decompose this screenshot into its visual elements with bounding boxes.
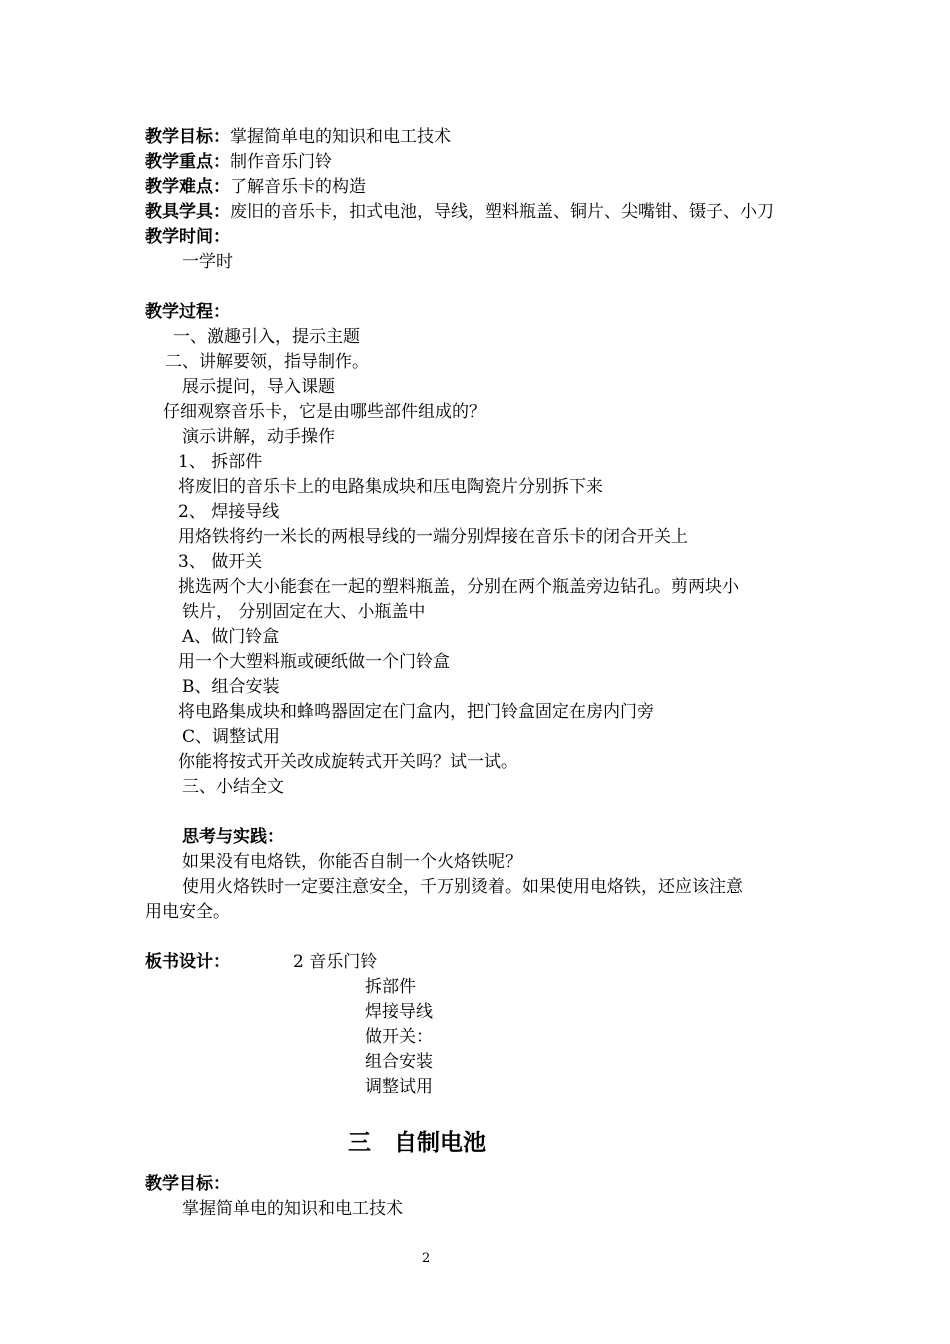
practice-line: 用电安全。 [145,902,230,922]
focus-line [145,150,332,174]
process-line: 2、 焊接导线 [178,502,280,522]
process-step-3: 三、小结全文 [182,777,284,797]
process-line: 仔细观察音乐卡，它是由哪些部件组成的？ [163,402,486,422]
section-goal-label: 教学目标： [145,1174,230,1194]
process-line: C、调整试用 [182,727,281,747]
process-step-2: 二、讲解要领，指导制作。 [165,352,369,372]
process-label: 教学过程： [145,302,230,322]
materials-line [145,200,774,224]
board-item: 拆部件 [365,977,416,997]
difficulty-label: 教学难点： [145,177,230,197]
time-value: 一学时 [182,252,233,272]
board-item: 焊接导线 [365,1002,433,1022]
board-label: 板书设计： [145,952,230,972]
process-line: 将废旧的音乐卡上的电路集成块和压电陶瓷片分别拆下来 [178,477,603,497]
process-line: A、做门铃盒 [182,627,280,647]
process-line: 挑选两个大小能套在一起的塑料瓶盖，分别在两个瓶盖旁边钻孔。剪两块小 [178,577,739,597]
process-line: 用一个大塑料瓶或硬纸做一个门铃盒 [178,652,450,672]
time-line [145,225,230,249]
focus-label: 教学重点： [145,152,230,172]
process-line: 用烙铁将约一米长的两根导线的一端分别焊接在音乐卡的闭合开关上 [178,527,688,547]
board-item: 调整试用 [365,1077,433,1097]
goal-label: 教学目标： [145,127,230,147]
board-title: 2 音乐门铃 [293,952,378,972]
board-item: 做开关： [365,1027,433,1047]
section-title: 三 自制电池 [348,1130,486,1156]
time-label: 教学时间： [145,227,230,247]
process-line: B、组合安装 [182,677,280,697]
process-line: 1、 拆部件 [178,452,263,472]
materials-label: 教具学具： [145,202,230,222]
materials-value: 废旧的音乐卡，扣式电池，导线，塑料瓶盖、铜片、尖嘴钳、镊子、小刀 [230,202,774,222]
process-step-1: 一、激趣引入，提示主题 [173,327,360,347]
section-goal-value: 掌握简单电的知识和电工技术 [182,1199,403,1219]
process-line: 将电路集成块和蜂鸣器固定在门盒内，把门铃盒固定在房内门旁 [178,702,654,722]
process-line: 铁片， 分别固定在大、小瓶盖中 [182,602,426,622]
page-number: 2 [422,1251,431,1266]
goal-line [145,125,451,149]
practice-line: 使用火烙铁时一定要注意安全，千万别烫着。如果使用电烙铁，还应该注意 [182,877,743,897]
goal-value: 掌握简单电的知识和电工技术 [230,127,451,147]
focus-value: 制作音乐门铃 [230,152,332,172]
difficulty-value: 了解音乐卡的构造 [230,177,366,197]
practice-label: 思考与实践： [182,827,284,847]
process-line: 展示提问，导入课题 [182,377,335,397]
process-line: 你能将按式开关改成旋转式开关吗？试一试。 [178,752,518,772]
practice-line: 如果没有电烙铁，你能否自制一个火烙铁呢？ [182,852,522,872]
board-item: 组合安装 [365,1052,433,1072]
difficulty-line [145,175,366,199]
process-line: 3、 做开关 [178,552,263,572]
process-line: 演示讲解，动手操作 [182,427,335,447]
